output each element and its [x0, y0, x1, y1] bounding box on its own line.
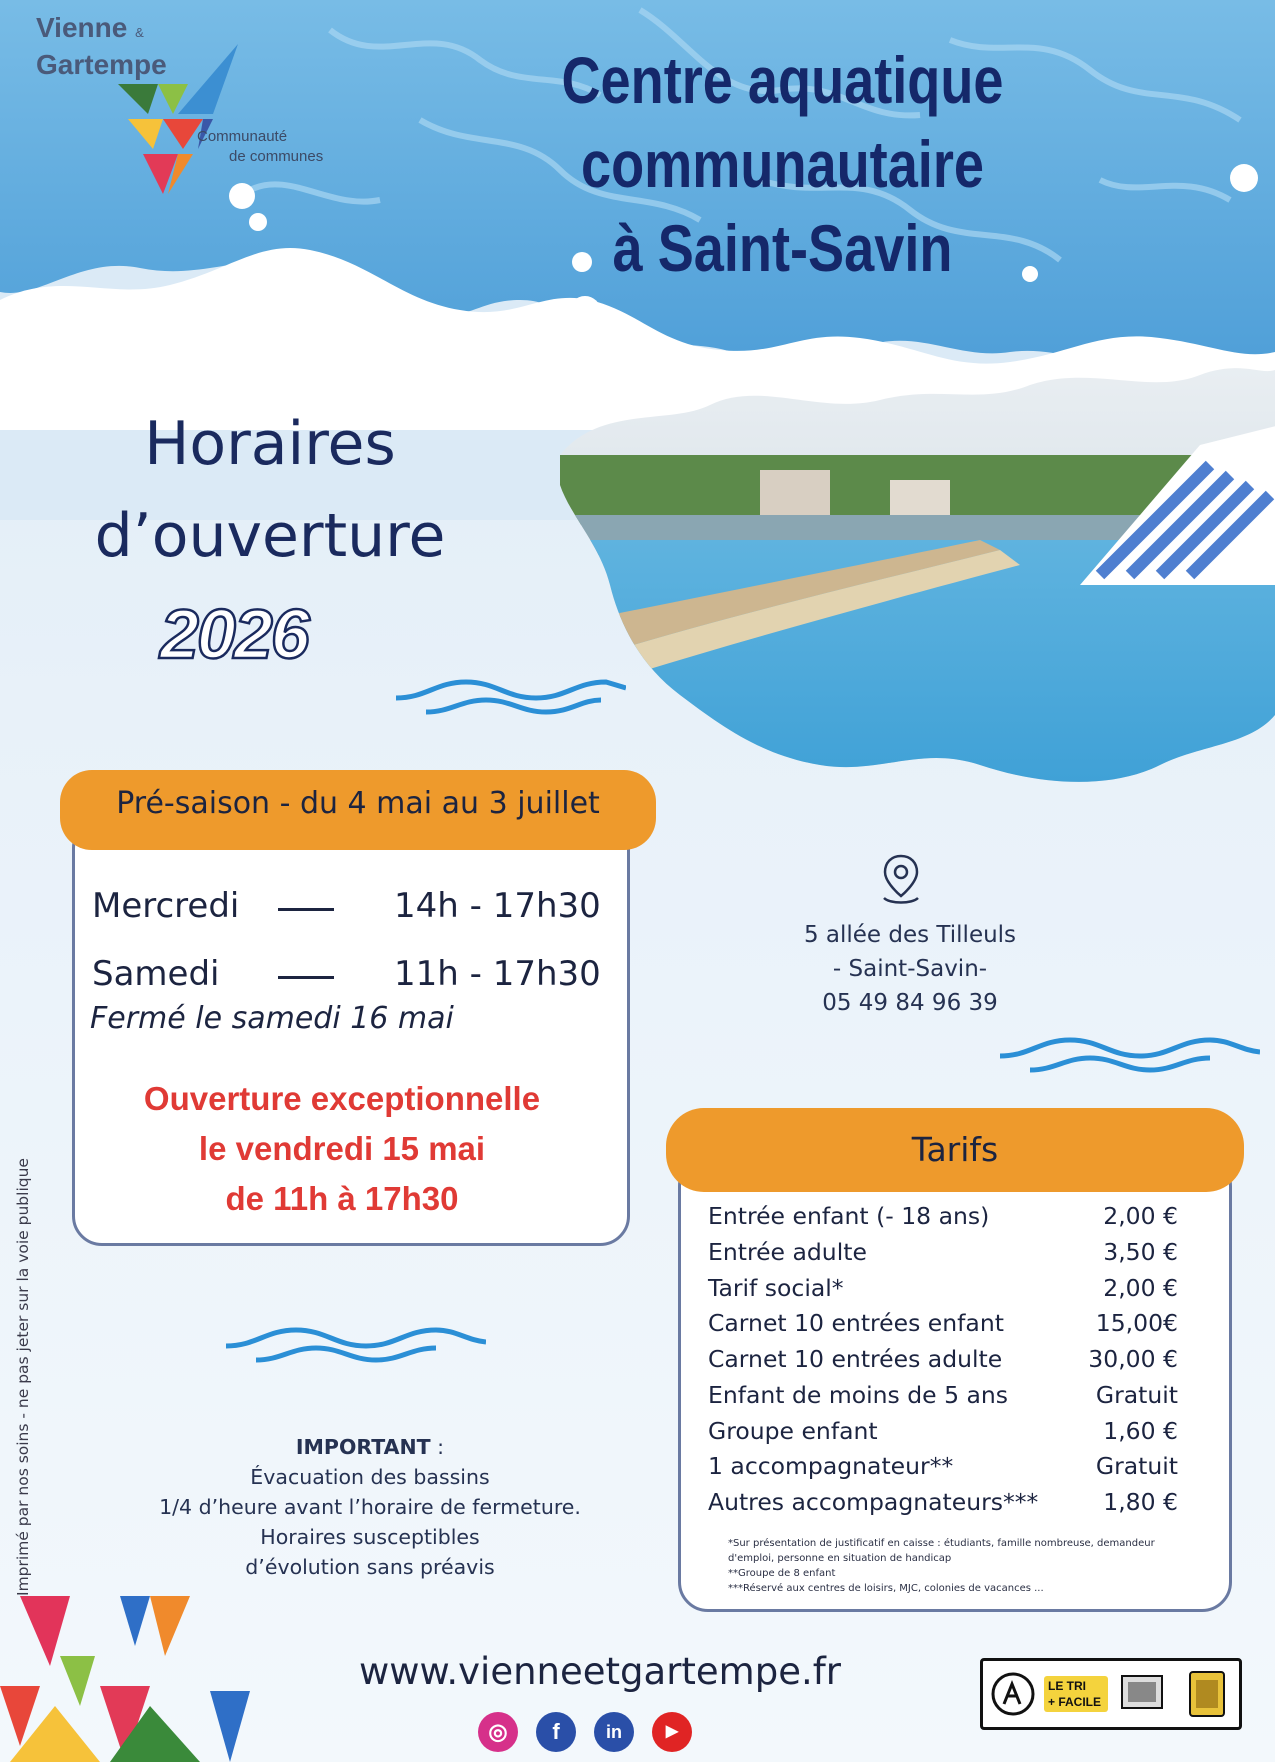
tarif-label: Carnet 10 entrées adulte: [708, 1345, 1003, 1373]
pool-photo: [560, 365, 1275, 795]
tarif-label: 1 accompagnateur**: [708, 1452, 954, 1480]
phone-number[interactable]: 05 49 84 96 39: [822, 990, 998, 1016]
tarif-price: 1,80 €: [1103, 1488, 1178, 1516]
schedule-row: [92, 886, 612, 928]
logo-wordmark: Vienne & Gartempe: [36, 12, 167, 80]
tarif-price: 3,50 €: [1103, 1238, 1178, 1266]
address-street: 5 allée des Tilleuls: [803, 922, 1017, 948]
wave-icon: [1000, 1032, 1260, 1086]
schedule-day: Mercredi: [92, 886, 240, 926]
tarif-price: 30,00 €: [1088, 1345, 1178, 1373]
preseason-title: Pré-saison - du 4 mai au 3 juillet: [116, 786, 600, 821]
hours-heading: Horaires d’ouverture: [94, 409, 446, 571]
tarif-label: Enfant de moins de 5 ans: [708, 1381, 1009, 1409]
wave-icon: [226, 1322, 486, 1376]
tarif-row: [708, 1274, 1178, 1310]
tarif-label: Autres accompagnateurs***: [708, 1488, 1039, 1516]
decorative-triangles: [0, 1596, 270, 1762]
tarif-label: Tarif social*: [708, 1274, 844, 1302]
wave-icon: [396, 674, 626, 728]
schedule-time: 11h - 17h30: [394, 954, 601, 994]
location-pin-icon: [878, 852, 924, 906]
address-city: - Saint-Savin-: [832, 956, 988, 982]
tarif-row: [708, 1488, 1178, 1524]
website-link[interactable]: www.vienneetgartempe.fr: [359, 1650, 841, 1693]
address-block: [760, 918, 1060, 1020]
tarif-row: [708, 1202, 1178, 1238]
year-label: 2026: [160, 595, 308, 673]
recycling-figure-icon: [990, 1666, 1036, 1722]
youtube-icon[interactable]: ▶: [652, 1712, 692, 1752]
recycling-label: LE TRI + FACILE: [1044, 1676, 1108, 1712]
tarif-price: 2,00 €: [1103, 1274, 1178, 1302]
tarif-price: Gratuit: [1095, 1452, 1178, 1480]
schedule-row: [92, 954, 612, 996]
schedule-time: 14h - 17h30: [394, 886, 601, 926]
tarif-label: Entrée enfant (- 18 ans): [708, 1202, 990, 1230]
print-notice: Imprimé par nos soins - ne pas jeter sur la voie publique: [14, 1158, 32, 1596]
tarif-row: [708, 1345, 1178, 1381]
schedule-day: Samedi: [92, 954, 220, 994]
tarifs-title: Tarifs: [911, 1130, 999, 1169]
tarif-price: 15,00€: [1095, 1309, 1178, 1337]
logo-subtitle: Communauté de communes: [197, 128, 324, 165]
recycling-bins-icon: [1120, 1668, 1232, 1720]
tarif-row: [708, 1381, 1178, 1417]
facebook-icon[interactable]: f: [536, 1712, 576, 1752]
tarif-label: Groupe enfant: [708, 1417, 878, 1445]
logo-v-mark-icon: [118, 44, 246, 200]
tarif-row: [708, 1238, 1178, 1274]
instagram-icon[interactable]: ◎: [478, 1712, 518, 1752]
tarif-row: [708, 1309, 1178, 1345]
tarif-price: 1,60 €: [1103, 1417, 1178, 1445]
exceptional-opening: Ouverture exceptionnelle le vendredi 15 mai de 11h à 17h30: [143, 1080, 541, 1217]
tarif-price: Gratuit: [1095, 1381, 1178, 1409]
important-notice: IMPORTANT : Évacuation des bassins 1/4 d’heure avant l’horaire de fermeture. Horaires susceptibles d’évolution sans préavis: [159, 1435, 581, 1579]
tarif-label: Carnet 10 entrées enfant: [708, 1309, 1004, 1337]
divider: [278, 976, 334, 979]
tarif-row: [708, 1452, 1178, 1488]
tarif-footnotes: *Sur présentation de justificatif en caisse : étudiants, famille nombreuse, demandeur d'emploi, personne en situation de handicap **Groupe de 8 enfant ***Réservé aux centres de loisirs, MJC, colonies de vacances ...: [728, 1538, 1155, 1594]
social-links: [478, 1712, 696, 1756]
tarif-price: 2,00 €: [1103, 1202, 1178, 1230]
tarif-label: Entrée adulte: [708, 1238, 867, 1266]
page-title: Centre aquatique communautaire à Saint-Savin: [561, 43, 1004, 285]
divider: [278, 908, 334, 911]
closed-note: Fermé le samedi 16 mai: [90, 1001, 454, 1036]
linkedin-icon[interactable]: in: [594, 1712, 634, 1752]
tarif-row: [708, 1417, 1178, 1453]
